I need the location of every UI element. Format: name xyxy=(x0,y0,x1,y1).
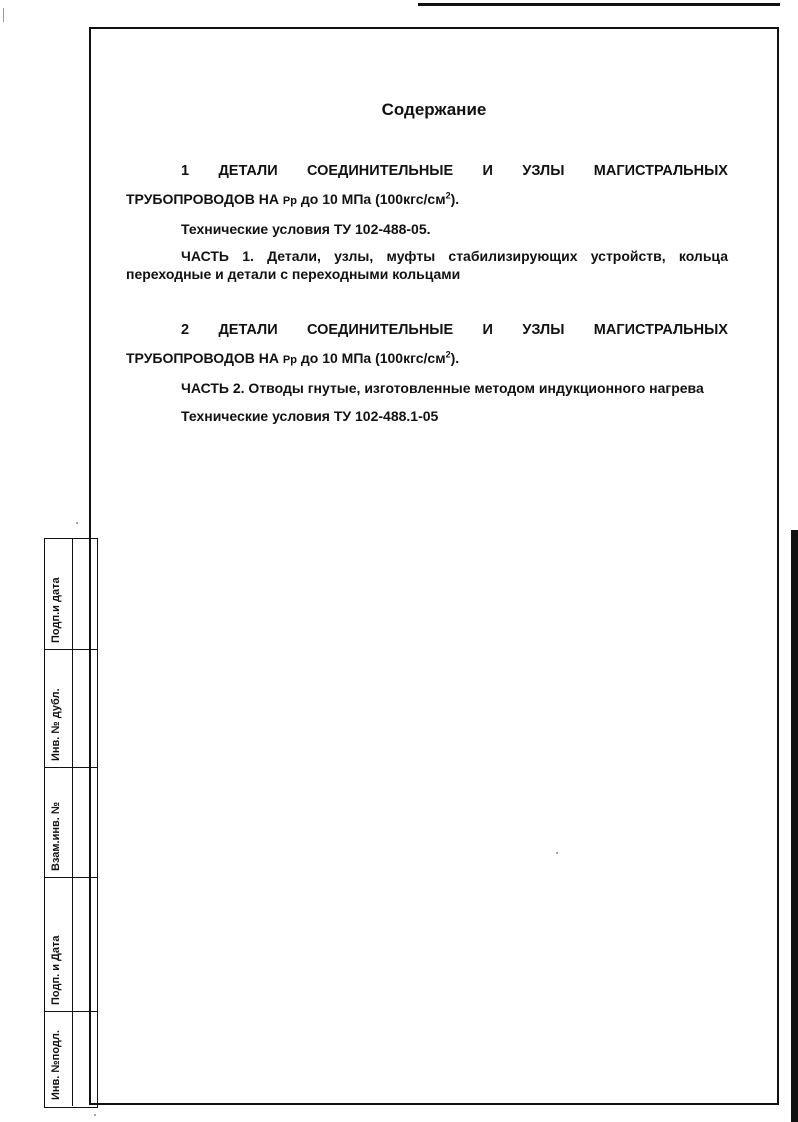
contents-section-2 xyxy=(126,319,728,427)
stamp-cell-signature-date xyxy=(45,539,97,649)
heading-tail-text: ТРУБОПРОВОДОВ НА xyxy=(126,350,283,366)
heading-tail-text: ТРУБОПРОВОДОВ НА xyxy=(126,191,283,207)
heading-tail-text: ). xyxy=(450,191,460,207)
section-heading xyxy=(126,160,728,182)
contents-body xyxy=(126,160,728,427)
stamp-cell-replacement-inv xyxy=(45,767,97,877)
scan-speck xyxy=(94,1114,96,1116)
heading-word: И xyxy=(482,163,493,179)
stamp-cell-signature-date-2 xyxy=(45,877,97,1011)
section-number: 1 xyxy=(181,163,190,179)
stamp-label: Подп.и дата xyxy=(50,577,62,643)
heading-word: МАГИСТРАЛЬНЫХ xyxy=(593,163,728,179)
superscript: 2 xyxy=(445,190,451,201)
heading-word: УЗЛЫ xyxy=(522,163,565,179)
page-title: Содержание xyxy=(381,100,487,119)
heading-word: УЗЛЫ xyxy=(522,322,565,338)
scan-top-border xyxy=(418,3,780,6)
heading-tail-text: ). xyxy=(450,350,460,366)
superscript: 2 xyxy=(445,349,451,360)
scan-speck xyxy=(556,852,558,854)
heading-word: И xyxy=(482,322,493,338)
section-heading xyxy=(126,319,728,341)
stamp-cell-original-inv xyxy=(45,1011,97,1106)
heading-tail-text: до 10 МПа (100кгс/см xyxy=(296,191,446,207)
heading-word: ДЕТАЛИ xyxy=(218,322,278,338)
pressure-symbol: Рр xyxy=(282,195,297,207)
part-description: ЧАСТЬ 1. Детали, узлы, муфты стабилизирующих устройств, кольца переходные и детали с переходными кольцами xyxy=(126,248,728,282)
stamp-label: Инв. № дубл. xyxy=(50,688,62,761)
heading-word: СОЕДИНИТЕЛЬНЫЕ xyxy=(307,163,454,179)
scan-speck xyxy=(76,522,78,524)
contents-section-1 xyxy=(126,160,728,283)
stamp-cell-duplicate-inv xyxy=(45,649,97,767)
heading-word: СОЕДИНИТЕЛЬНЫЕ xyxy=(307,322,454,338)
part-description: ЧАСТЬ 2. Отводы гнутые, изготовленные методом индукционного нагрева xyxy=(181,380,704,396)
tech-conditions-line: Технические условия ТУ 102-488.1-05 xyxy=(181,408,439,424)
stamp-label: Инв. №подл. xyxy=(50,1030,62,1100)
heading-word: ДЕТАЛИ xyxy=(218,163,278,179)
pressure-symbol: Рр xyxy=(282,354,297,366)
tech-conditions-line: Технические условия ТУ 102-488-05. xyxy=(181,221,431,237)
scan-corner-mark xyxy=(3,8,4,22)
section-number: 2 xyxy=(181,322,190,338)
heading-word: МАГИСТРАЛЬНЫХ xyxy=(593,322,728,338)
section-heading-tail xyxy=(126,188,728,212)
heading-tail-text: до 10 МПа (100кгс/см xyxy=(296,350,446,366)
stamp-label: Подп. и Дата xyxy=(50,935,62,1005)
section-heading-tail xyxy=(126,347,728,371)
side-stamp-column xyxy=(44,538,98,1108)
scan-right-edge xyxy=(791,530,798,1122)
stamp-label: Взам.инв. № xyxy=(50,801,62,871)
